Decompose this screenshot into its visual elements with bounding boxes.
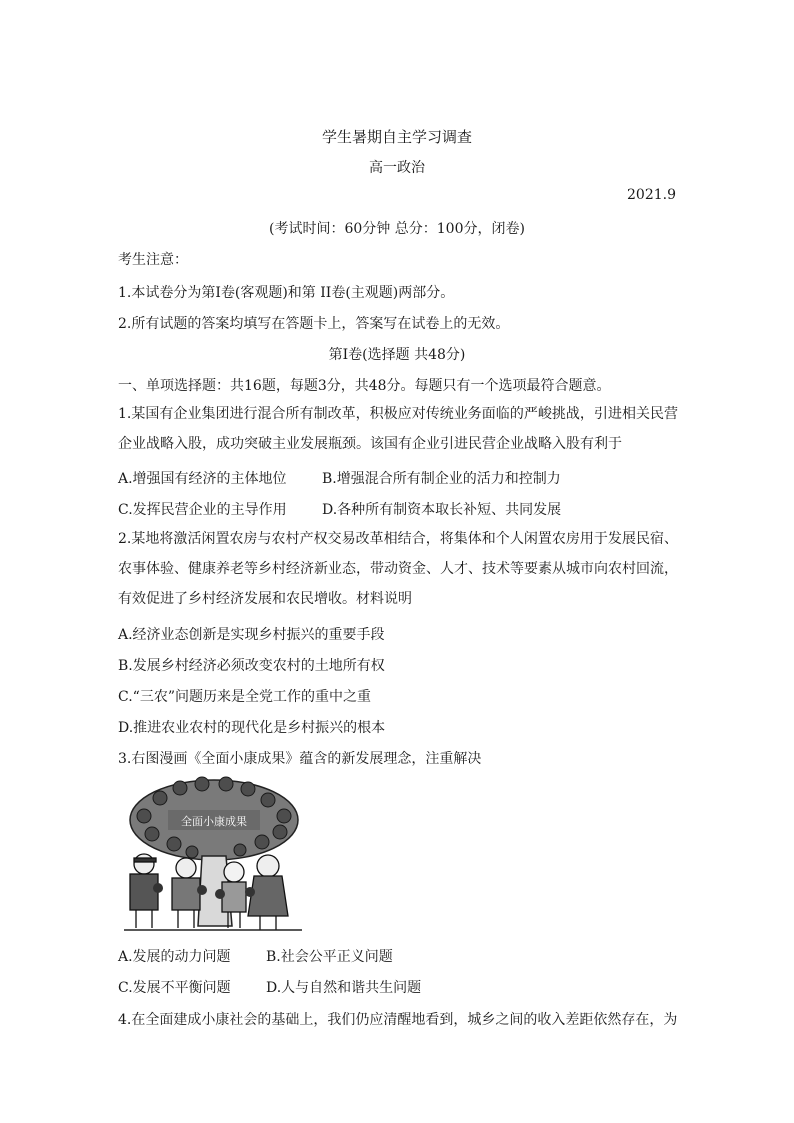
exam-title: 学生暑期自主学习调查 xyxy=(321,128,472,146)
section-title: 第Ⅰ卷(选择题 共48分) xyxy=(328,347,466,363)
question-3-option-b: B.社会公平正义问题 xyxy=(266,949,393,965)
question-3-option-d: D.人与自然和谐共生问题 xyxy=(266,980,422,996)
question-2-option-b: B.发展乡村经济必须改变农村的土地所有权 xyxy=(118,658,385,674)
question-1-option-d: D.各种所有制资本取长补短、共同发展 xyxy=(322,502,562,518)
question-3-option-c: C.发展不平衡问题 xyxy=(118,980,231,996)
question-3-option-a: A.发展的动力问题 xyxy=(118,949,231,965)
cartoon-image xyxy=(122,776,304,932)
exam-info: (考试时间：60分钟 总分：100分，闭卷) xyxy=(269,221,525,237)
cartoon-caption: 全面小康成果 xyxy=(181,815,247,828)
question-1-option-c: C.发挥民营企业的主导作用 xyxy=(118,502,287,518)
notes-heading: 考生注意： xyxy=(118,252,188,268)
question-3-stem: 3.右图漫画《全面小康成果》蕴含的新发展理念，注重解决 xyxy=(118,751,482,767)
section-instruction: 一、单项选择题：共16题，每题3分，共48分。每题只有一个选项最符合题意。 xyxy=(118,378,611,394)
question-2-option-c: C.“三农”问题历来是全党工作的重中之重 xyxy=(118,689,371,705)
question-2-option-d: D.推进农业农村的现代化是乡村振兴的根本 xyxy=(118,720,386,736)
question-4-stem: 4.在全面建成小康社会的基础上，我们仍应清醒地看到，城乡之间的收入差距依然存在，为 xyxy=(118,1012,678,1028)
notes-item-1: 1.本试卷分为第Ⅰ卷(客观题)和第 II卷(主观题)两部分。 xyxy=(118,285,455,301)
exam-subject: 高一政治 xyxy=(369,160,425,176)
exam-date: 2021.9 xyxy=(627,187,676,203)
question-2-stem: 2.某地将激活闲置农房与农村产权交易改革相结合，将集体和个人闲置农房用于发展民宿、农事体验、健康养老等乡村经济新业态，带动资金、人才、技术等要素从城市向农村回流，有效促进了乡村经济发展和农民增收。材料说明 xyxy=(118,531,678,607)
question-2-option-a: A.经济业态创新是实现乡村振兴的重要手段 xyxy=(118,627,385,643)
question-1-option-b: B.增强混合所有制企业的活力和控制力 xyxy=(322,471,561,487)
question-1-option-a: A.增强国有经济的主体地位 xyxy=(118,471,287,487)
question-1-stem: 1.某国有企业集团进行混合所有制改革，积极应对传统业务面临的严峻挑战，引进相关民营企业战略入股，成功突破主业发展瓶颈。该国有企业引进民营企业战略入股有利于 xyxy=(118,406,678,452)
notes-item-2: 2.所有试题的答案均填写在答题卡上，答案写在试卷上的无效。 xyxy=(118,316,510,332)
